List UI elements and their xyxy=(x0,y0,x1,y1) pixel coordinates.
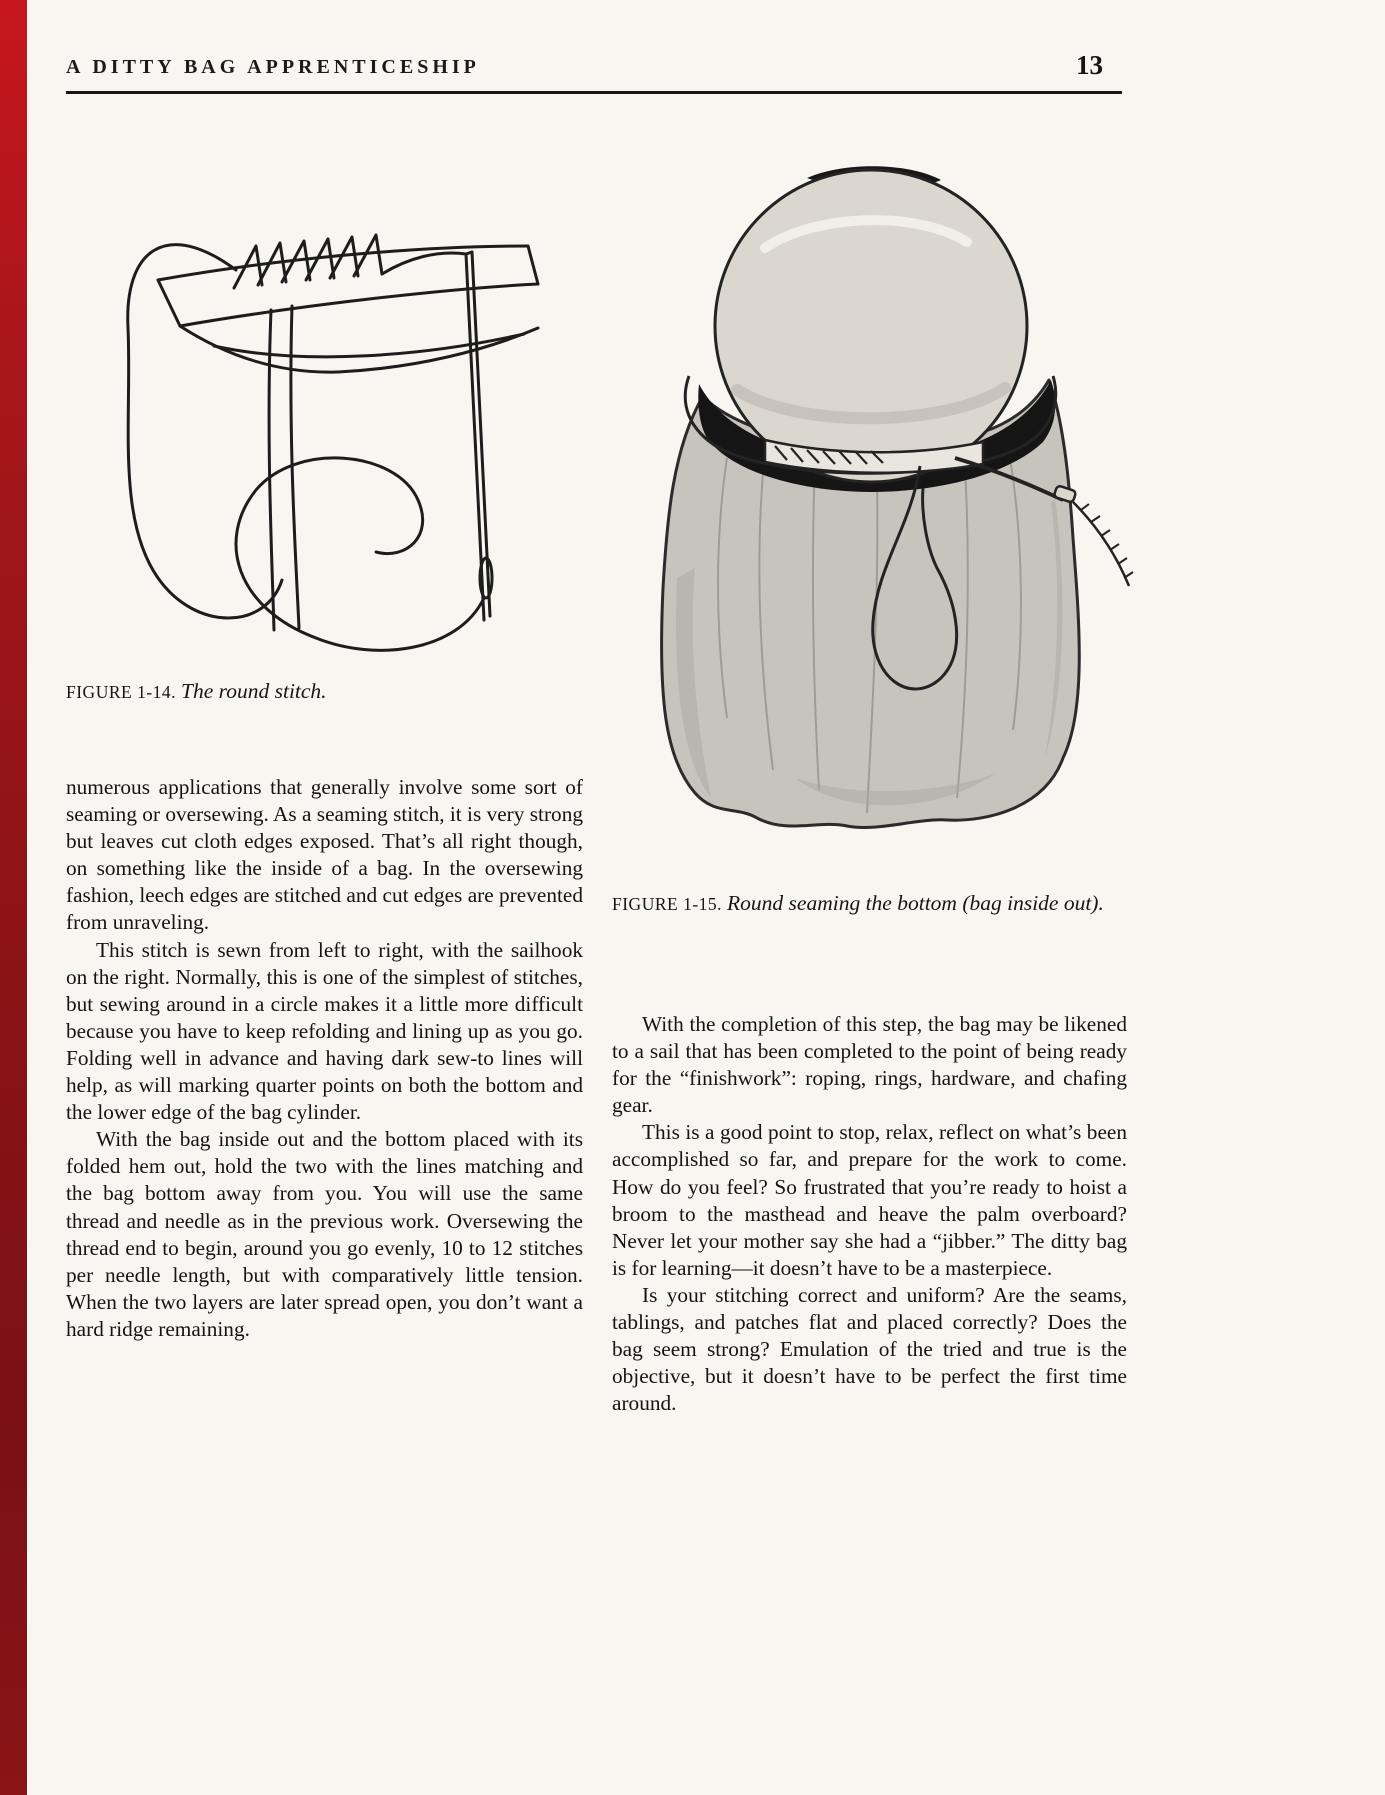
page-header-title: A DITTY BAG APPRENTICESHIP xyxy=(66,56,480,78)
figure-14-caption xyxy=(66,676,571,707)
paragraph: With the completion of this step, the bag may be likened to a sail that has been completed to the point of being ready for the “finishwork”: roping, rings, hardware, and chafing gear. xyxy=(612,1012,1127,1118)
bag-seaming-illustration xyxy=(615,158,1140,865)
paragraph: This is a good point to stop, relax, reflect on what’s been accomplished so far, and prepare for the work to come. How do you feel? So frustrated that you’re ready to hoist a broom to the masthead and heave the palm overboard? Never let your mother say she had a “jibber.” The ditty bag is for learning—it doesn’t have to be a masterpiece. xyxy=(612,1120,1127,1280)
left-text-column xyxy=(66,774,583,1343)
round-stitch-drawing xyxy=(66,158,584,666)
bag-seaming-drawing xyxy=(615,158,1140,865)
paragraph: Is your stitching correct and uniform? Are the seams, tablings, and patches flat and placed correctly? Does the bag seem strong? Emulation of the tried and true is the objective, but it doesn’t have to be perfect the first time around. xyxy=(612,1282,1127,1416)
paragraph: numerous applications that generally involve some sort of seaming or oversewing. As a seaming stitch, it is very strong but leaves cut cloth edges exposed. That’s all right though, on something like the inside of a bag. In the oversewing fashion, leech edges are stitched and cut edges are prevented from unraveling. xyxy=(66,775,583,935)
round-stitch-illustration xyxy=(66,158,584,666)
right-text-column xyxy=(612,1011,1127,1417)
header-rule xyxy=(66,91,1122,94)
figure-15-caption xyxy=(612,888,1124,919)
paragraph: With the bag inside out and the bottom placed with its folded hem out, hold the two with the lines matching and the bag bottom away from you. You will use the same thread and needle as in the previous work. Oversewing the thread end to begin, around you go evenly, 10 to 12 stitches per needle length, but with comparatively little tension. When the two layers are later spread open, you don’t want a hard ridge remaining. xyxy=(66,1127,583,1341)
scan-edge-strip xyxy=(0,0,27,1795)
figure-15-label: FIGURE 1-15. xyxy=(612,894,723,914)
figure-14-caption-text: The round stitch. xyxy=(181,679,327,703)
figure-14-label: FIGURE 1-14. xyxy=(66,682,177,702)
paragraph: This stitch is sewn from left to right, with the sailhook on the right. Normally, this is one of the simplest of stitches, but sewing around in a circle makes it a little more difficult because you have to keep refolding and lining up as you go. Folding well in advance and having dark sew-to lines will help, as will marking quarter points on both the bottom and the lower edge of the bag cylinder. xyxy=(66,937,583,1125)
page-number: 13 xyxy=(1076,50,1103,80)
figure-15-caption-text: Round seaming the bottom (bag inside out). xyxy=(727,891,1104,915)
